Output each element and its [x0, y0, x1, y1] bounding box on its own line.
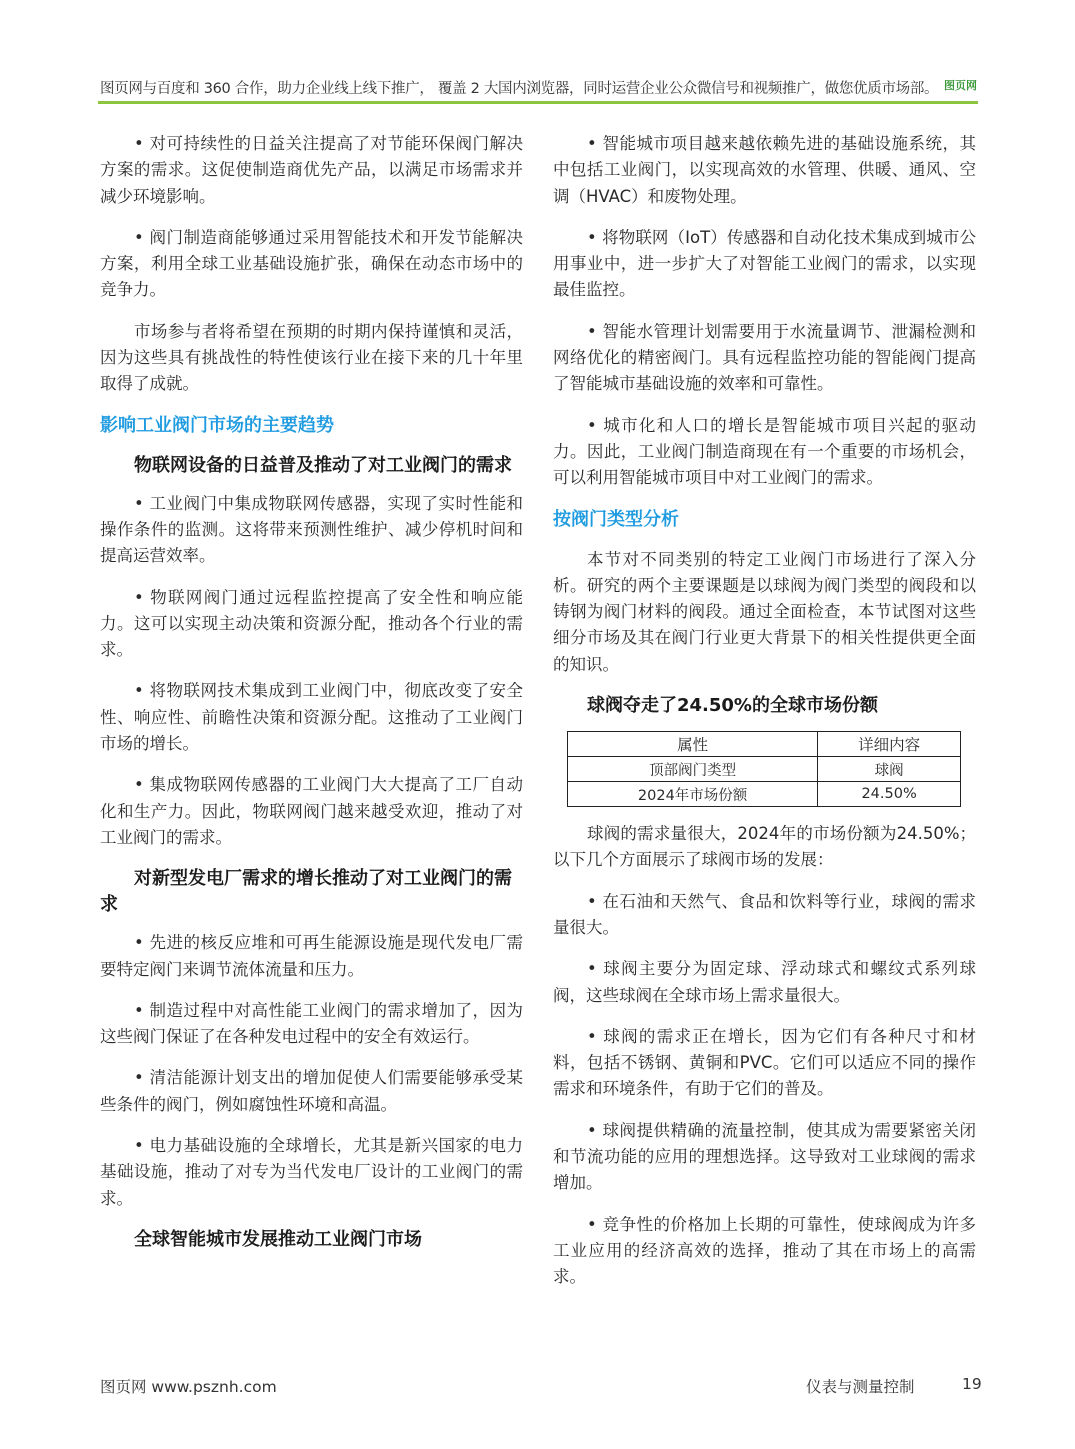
- paragraph: • 球阀的需求正在增长，因为它们有各种尺寸和材料，包括不锈钢、黄铜和PVC。它们可以适应不同的操作需求和环境条件，有助于它们的普及。: [553, 1026, 976, 1099]
- subsection-heading: 对新型发电厂需求的增长推动了对工业阀门的需求: [100, 868, 512, 916]
- paragraph: • 阀门制造商能够通过采用智能技术和开发节能解决方案，利用全球工业基础设施扩张，确保在动态市场中的竞争力。: [100, 227, 523, 300]
- paragraph: • 在石油和天然气、食品和饮料等行业，球阀的需求量很大。: [553, 891, 976, 937]
- paragraph: • 智能水管理计划需要用于水流量调节、泄漏检测和网络优化的精密阀门。具有远程监控功能的智能阀门提高了智能城市基础设施的效率和可靠性。: [553, 321, 976, 394]
- paragraph: • 城市化和人口的增长是智能城市项目兴起的驱动力。因此，工业阀门制造商现在有一个重要的市场机会，可以利用智能城市项目中对工业阀门的需求。: [553, 415, 976, 488]
- table-header: 属性: [568, 732, 818, 757]
- paragraph: 球阀的需求量很大，2024年的市场份额为24.50%；以下几个方面展示了球阀市场的发展：: [553, 824, 976, 870]
- header-banner-text: 图页网与百度和 360 合作，助力企业线上线下推广， 覆盖 2 大国内浏览器，同时运营企业公众微信号和视频推广，做您优质市场部。: [100, 81, 939, 97]
- paragraph: • 电力基础设施的全球增长，尤其是新兴国家的电力基础设施，推动了对专为当代发电厂设计的工业阀门的需求。: [100, 1136, 523, 1208]
- paragraph: • 球阀提供精确的流量控制，使其成为需要紧密关闭和节流功能的应用的理想选择。这导致对工业球阀的需求增加。: [553, 1120, 976, 1193]
- right-column: [553, 131, 976, 1306]
- paragraph: • 先进的核反应堆和可再生能源设施是现代发电厂需要特定阀门来调节流体流量和压力。: [100, 933, 523, 979]
- paragraph: • 清洁能源计划支出的增加促使人们需要能够承受某些条件的阀门，例如腐蚀性环境和高温。: [100, 1068, 523, 1114]
- section-heading: 按阀门类型分析: [553, 508, 679, 530]
- left-column: [100, 131, 523, 1265]
- subsection-heading: 球阀夺走了24.50%的全球市场份额: [587, 695, 878, 717]
- header-logo: 图页网: [944, 79, 977, 92]
- paragraph: • 制造过程中对高性能工业阀门的需求增加了，因为这些阀门保证了在各种发电过程中的安全有效运行。: [100, 1000, 523, 1047]
- page-number: 19: [962, 1375, 982, 1393]
- header-divider: [98, 101, 978, 104]
- paragraph: • 将物联网技术集成到工业阀门中，彻底改变了安全性、响应性、前瞻性决策和资源分配。这推动了工业阀门市场的增长。: [100, 681, 523, 754]
- table-cell: 2024年市场份额: [568, 782, 818, 807]
- section-heading: 影响工业阀门市场的主要趋势: [100, 414, 334, 436]
- subsection-heading: 全球智能城市发展推动工业阀门市场: [134, 1228, 422, 1250]
- paragraph: • 集成物联网传感器的工业阀门大大提高了工厂自动化和生产力。因此，物联网阀门越来越受欢迎，推动了对工业阀门的需求。: [100, 775, 523, 847]
- paragraph: • 工业阀门中集成物联网传感器，实现了实时性能和操作条件的监测。这将带来预测性维护、减少停机时间和提高运营效率。: [100, 493, 523, 566]
- paragraph: • 球阀主要分为固定球、浮动球式和螺纹式系列球阀，这些球阀在全球市场上需求量很大。: [553, 959, 976, 1005]
- table-header: 详细内容: [818, 732, 961, 757]
- paragraph: • 将物联网（IoT）传感器和自动化技术集成到城市公用事业中，进一步扩大了对智能工业阀门的需求，以实现最佳监控。: [553, 227, 976, 300]
- table-row: [568, 757, 961, 782]
- paragraph: 市场参与者将希望在预期的时期内保持谨慎和灵活，因为这些具有挑战性的特性使该行业在接下来的几十年里取得了成就。: [100, 321, 523, 394]
- paragraph: • 竞争性的价格加上长期的可靠性，使球阀成为许多工业应用的经济高效的选择，推动了其在市场上的高需求。: [553, 1214, 976, 1287]
- paragraph: • 智能城市项目越来越依赖先进的基础设施系统，其中包括工业阀门，以实现高效的水管理、供暖、通风、空调（HVAC）和废物处理。: [553, 134, 976, 206]
- subsection-heading: 物联网设备的日益普及推动了对工业阀门的需求: [134, 454, 512, 476]
- paragraph: • 对可持续性的日益关注提高了对节能环保阀门解决方案的需求。这促使制造商优先产品，以满足市场需求并减少环境影响。: [100, 134, 523, 206]
- valve-share-table: [567, 731, 961, 807]
- paragraph: 本节对不同类别的特定工业阀门市场进行了深入分析。研究的两个主要课题是以球阀为阀门类型的阀段和以铸钢为阀门材料的阀段。通过全面检查，本节试图对这些细分市场及其在阀门行业更大背景下的相关性提供更全面的知识。: [553, 549, 976, 674]
- footer-site: 图页网 www.psznh.com: [100, 1378, 277, 1396]
- paragraph: • 物联网阀门通过远程监控提高了安全性和响应能力。这可以实现主动决策和资源分配，推动各个行业的需求。: [100, 587, 523, 660]
- table-cell: 24.50%: [818, 782, 961, 807]
- table-row: [568, 782, 961, 807]
- table-cell: 顶部阀门类型: [568, 757, 818, 782]
- table-cell: 球阀: [818, 757, 961, 782]
- footer-section: 仪表与测量控制: [806, 1378, 915, 1396]
